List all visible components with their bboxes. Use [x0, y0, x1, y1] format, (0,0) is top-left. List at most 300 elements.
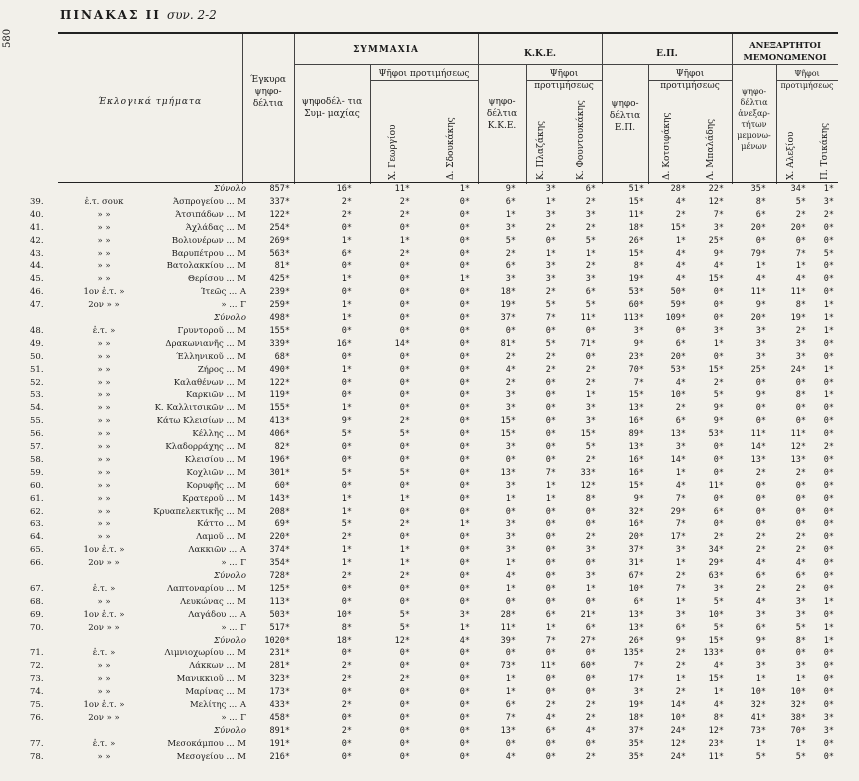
cell-value: 11* — [580, 313, 596, 323]
cell-value: 50* — [670, 287, 686, 298]
cell-value: 0* — [823, 751, 834, 762]
cell-value: 3* — [459, 609, 470, 620]
row-number: 39. — [30, 196, 44, 207]
row-number: 75. — [30, 700, 44, 710]
cell-value: 32* — [628, 506, 644, 517]
cell-value: 10* — [670, 712, 686, 723]
cell-value: 2* — [505, 377, 516, 388]
row-section-name: Άτσιπάδων ... Μ — [175, 209, 246, 220]
cell-value: 0* — [823, 648, 834, 659]
cell-value: 0* — [585, 558, 596, 569]
cell-value: 4* — [675, 261, 686, 272]
cell-value: 69* — [274, 519, 290, 530]
cell-value: 0* — [341, 751, 352, 762]
cell-value: 503* — [269, 609, 290, 620]
row-prefix: » » — [97, 416, 111, 427]
row-prefix: » » — [97, 429, 111, 440]
cell-value: 0* — [545, 687, 556, 698]
row-prefix: 2ον » » — [88, 712, 120, 723]
cell-value: 2* — [399, 196, 410, 207]
cell-value: 0* — [399, 287, 410, 298]
row-prefix: » » — [97, 454, 111, 465]
cell-value: 1* — [713, 338, 724, 349]
row-number: 64. — [30, 532, 44, 543]
cell-value: 29* — [670, 506, 686, 517]
cell-value: 20* — [628, 532, 644, 543]
cell-value: 1* — [399, 545, 410, 556]
cell-value: 2* — [585, 712, 596, 723]
cell-value: 196* — [269, 454, 290, 465]
table-row — [30, 532, 838, 543]
group-ep-ballots: ψηφο- δέλτια Ε.Π. — [609, 99, 641, 133]
cell-value: 0* — [399, 506, 410, 517]
cell-value: 1* — [675, 596, 686, 607]
cell-value: 2* — [675, 661, 686, 672]
row-section-name: Άσπρογείου ... Μ — [173, 196, 246, 207]
cell-value: 4* — [713, 700, 724, 710]
cell-value: 0* — [399, 454, 410, 465]
cell-value: 0* — [823, 454, 834, 465]
cell-value: 406* — [269, 429, 290, 440]
cell-value: 374* — [269, 545, 290, 556]
cell-value: 31* — [628, 558, 644, 569]
cell-value: 0* — [823, 351, 834, 362]
cell-value: 0* — [823, 429, 834, 440]
cell-value: 122* — [269, 377, 290, 388]
cell-value: 3* — [585, 545, 596, 556]
cell-value: 13* — [500, 467, 516, 478]
table-row — [30, 351, 838, 362]
cell-value: 0* — [795, 506, 806, 517]
cell-value: 1* — [755, 738, 766, 749]
cell-value: 21* — [580, 609, 596, 620]
cell-value: 0* — [459, 648, 470, 659]
row-section-name: Άχλάδας ... Μ — [185, 222, 246, 233]
cell-value: 7* — [675, 583, 686, 594]
cell-value: 458* — [269, 712, 290, 723]
cell-value: 0* — [823, 571, 834, 581]
cell-value: 3* — [545, 274, 556, 285]
cell-value: 0* — [545, 532, 556, 543]
cell-value: 0* — [755, 519, 766, 530]
cell-value: 425* — [269, 274, 290, 285]
cell-value: 0* — [545, 648, 556, 659]
cell-value: 5* — [585, 442, 596, 452]
group-kke-name: Κ.Κ.Ε. — [524, 49, 556, 59]
group-symmaxia-name: ΣΥΜΜΑΧΙΑ — [353, 45, 419, 55]
table-row — [30, 222, 838, 233]
cell-value: 3* — [585, 571, 596, 581]
cell-value: 4* — [795, 274, 806, 285]
cell-value: 0* — [755, 648, 766, 659]
table-row — [30, 700, 838, 710]
cell-value: 1* — [713, 687, 724, 698]
cell-value: 7* — [545, 313, 556, 323]
cell-value: 7* — [795, 248, 806, 259]
cell-value: 1* — [585, 248, 596, 259]
table-row — [30, 287, 838, 298]
cell-value: 3* — [505, 442, 516, 452]
cell-value: 0* — [823, 480, 834, 491]
cell-value: 3* — [505, 390, 516, 401]
cell-value: 2* — [585, 261, 596, 272]
cell-value: 0* — [459, 661, 470, 672]
cell-value: 0* — [585, 648, 596, 659]
cell-value: 3* — [795, 661, 806, 672]
cell-value: 0* — [795, 235, 806, 246]
cell-value: 2* — [795, 325, 806, 336]
cell-value: 3* — [505, 545, 516, 556]
row-number: 44. — [30, 261, 44, 272]
table-row — [30, 261, 838, 272]
cell-value: 1* — [823, 622, 834, 633]
cell-value: 5* — [585, 235, 596, 246]
cell-value: 0* — [675, 325, 686, 336]
cell-value: 35* — [750, 184, 766, 194]
cell-value: 0* — [399, 300, 410, 311]
cell-value: 18* — [628, 712, 644, 723]
table-row — [30, 687, 838, 698]
row-number: 52. — [30, 377, 44, 388]
cell-value: 1* — [823, 364, 834, 375]
cell-value: 4* — [675, 274, 686, 285]
cell-value: 1* — [823, 325, 834, 336]
cell-value: 0* — [399, 648, 410, 659]
row-section-name: Κοχλιῶν ... Μ — [186, 467, 246, 478]
row-section-name: Λιμνιοχωρίου ... Μ — [164, 648, 246, 659]
cell-value: 2* — [545, 287, 556, 298]
cell-value: 60* — [274, 480, 290, 491]
cell-value: 0* — [545, 403, 556, 414]
cell-value: 2* — [675, 403, 686, 414]
cell-value: 29* — [708, 558, 724, 569]
cell-value: 6* — [675, 622, 686, 633]
row-section-name: Βολιονέρων ... Μ — [171, 235, 246, 246]
table-row — [30, 738, 838, 749]
row-number: 69. — [30, 609, 44, 620]
cell-value: 7* — [633, 661, 644, 672]
table-title — [60, 8, 217, 22]
cell-value: 4* — [755, 596, 766, 607]
cell-value: 18* — [628, 222, 644, 233]
cell-value: 73* — [750, 725, 766, 736]
cell-value: 1* — [459, 184, 470, 194]
cell-value: 53* — [628, 287, 644, 298]
cell-value: 259* — [269, 300, 290, 311]
cell-value: 0* — [341, 442, 352, 452]
cell-value: 3* — [505, 532, 516, 543]
row-prefix: » » — [97, 261, 111, 272]
cell-value: 14* — [670, 454, 686, 465]
cell-value: 9* — [713, 416, 724, 427]
cell-value: 12* — [708, 196, 724, 207]
cell-value: 3* — [755, 661, 766, 672]
row-section-name: Σύνολο — [214, 725, 246, 736]
cell-value: 5* — [823, 248, 834, 259]
table-row — [30, 493, 838, 504]
cell-value: 10* — [790, 687, 806, 698]
cell-value: 155* — [269, 403, 290, 414]
cell-value: 15* — [708, 674, 724, 685]
cell-value: 0* — [585, 519, 596, 530]
cell-value: 0* — [341, 261, 352, 272]
cell-value: 269* — [269, 235, 290, 246]
cell-value: 3* — [585, 274, 596, 285]
cell-value: 3* — [795, 351, 806, 362]
cell-value: 11* — [628, 209, 644, 220]
cell-value: 1* — [459, 622, 470, 633]
cell-value: 3* — [675, 609, 686, 620]
table-row — [30, 454, 838, 465]
cell-value: 23* — [708, 738, 724, 749]
cell-value: 0* — [823, 519, 834, 530]
cell-value: 2* — [399, 519, 410, 530]
cell-value: 0* — [341, 351, 352, 362]
cell-value: 11* — [708, 480, 724, 491]
cell-value: 8* — [585, 493, 596, 504]
row-section-name: Λευκώνας ... Μ — [180, 596, 246, 607]
cell-value: 0* — [459, 738, 470, 749]
row-prefix: » » — [97, 674, 111, 685]
cell-value: 2* — [795, 583, 806, 594]
row-section-name: Σύνολο — [214, 571, 246, 581]
row-number: 77. — [30, 738, 44, 749]
table-title-main: ΠΙΝΑΚΑΣ ΙΙ — [60, 8, 161, 22]
cell-value: 5* — [545, 300, 556, 311]
cell-value: 7* — [633, 377, 644, 388]
cell-value: 0* — [823, 493, 834, 504]
cell-value: 2* — [505, 248, 516, 259]
cell-value: 1* — [545, 196, 556, 207]
cell-value: 0* — [823, 609, 834, 620]
cell-value: 5* — [795, 196, 806, 207]
row-prefix: » » — [97, 364, 111, 375]
cell-value: 3* — [545, 261, 556, 272]
cell-value: 2* — [675, 209, 686, 220]
cell-value: 0* — [755, 403, 766, 414]
cell-value: 71* — [580, 338, 596, 349]
cell-value: 0* — [459, 467, 470, 478]
cell-value: 5* — [341, 519, 352, 530]
cell-value: 68* — [274, 351, 290, 362]
cell-value: 0* — [459, 364, 470, 375]
row-number: 72. — [30, 661, 44, 672]
cell-value: 0* — [823, 738, 834, 749]
cell-value: 0* — [459, 493, 470, 504]
cell-value: 11* — [708, 751, 724, 762]
cell-value: 2* — [399, 571, 410, 581]
cell-value: 6* — [505, 196, 516, 207]
cell-value: 2* — [341, 674, 352, 685]
cell-value: 14* — [394, 338, 410, 349]
cell-value: 1* — [585, 390, 596, 401]
row-prefix: ἐ.τ. » — [92, 648, 116, 659]
table-header — [58, 32, 838, 184]
cell-value: 15* — [628, 390, 644, 401]
cell-value: 113* — [623, 313, 644, 323]
cell-value: 2* — [675, 571, 686, 581]
cell-value: 0* — [545, 429, 556, 440]
cell-value: 13* — [670, 429, 686, 440]
row-section-name: Σύνολο — [214, 313, 246, 323]
cell-value: 1* — [675, 235, 686, 246]
cell-value: 0* — [545, 416, 556, 427]
cell-value: 2* — [755, 545, 766, 556]
cell-value: 254* — [269, 222, 290, 233]
row-number: 61. — [30, 493, 44, 504]
table-row — [30, 622, 838, 633]
cell-value: 1* — [505, 493, 516, 504]
row-section-name: Έλληνικοῦ ... Μ — [176, 351, 246, 362]
cell-value: 15* — [580, 429, 596, 440]
cell-value: 1* — [675, 558, 686, 569]
row-section-name: Βαρυπέτρου ... Μ — [171, 248, 246, 259]
table-row — [30, 712, 838, 723]
cell-value: 1* — [399, 558, 410, 569]
cell-value: 15* — [708, 364, 724, 375]
cell-value: 28* — [500, 609, 516, 620]
page-number: 580 — [2, 28, 13, 48]
group-symmaxia-ballots: ψηφοδέλ- τια Συμ- μαχίας — [301, 97, 363, 119]
cell-value: 0* — [459, 506, 470, 517]
cell-value: 1* — [341, 313, 352, 323]
cell-value: 323* — [269, 674, 290, 685]
cell-value: 5* — [755, 751, 766, 762]
cell-value: 2* — [795, 209, 806, 220]
cell-value: 0* — [459, 300, 470, 311]
cell-value: 6* — [585, 184, 596, 194]
cell-value: 0* — [341, 454, 352, 465]
row-number: 41. — [30, 222, 44, 233]
cell-value: 2* — [713, 532, 724, 543]
cell-value: 35* — [628, 738, 644, 749]
col-valid: Έγκυρα ψηφο- δέλτια — [250, 75, 286, 109]
cell-value: 0* — [341, 377, 352, 388]
cell-value: 39* — [500, 635, 516, 646]
cell-value: 0* — [459, 377, 470, 388]
row-number: 73. — [30, 674, 44, 685]
cell-value: 0* — [399, 351, 410, 362]
cell-value: 19* — [790, 313, 806, 323]
cell-value: 26* — [628, 635, 644, 646]
cell-value: 301* — [269, 467, 290, 478]
cell-value: 1* — [823, 300, 834, 311]
cell-value: 0* — [459, 261, 470, 272]
table-row — [30, 338, 838, 349]
cell-value: 0* — [459, 313, 470, 323]
cell-value: 0* — [399, 364, 410, 375]
cell-value: 0* — [459, 583, 470, 594]
cell-value: 0* — [795, 403, 806, 414]
table-row — [30, 506, 838, 517]
cell-value: 0* — [585, 325, 596, 336]
row-number: 53. — [30, 390, 44, 401]
cell-value: 728* — [269, 571, 290, 581]
row-prefix: 2ον » » — [88, 558, 120, 569]
cell-value: 125* — [269, 583, 290, 594]
row-prefix: 1ον ἐ.τ. » — [83, 700, 125, 710]
cell-value: 208* — [269, 506, 290, 517]
cell-value: 63* — [708, 571, 724, 581]
cell-value: 2* — [341, 661, 352, 672]
cell-value: 11* — [394, 184, 410, 194]
cell-value: 0* — [823, 338, 834, 349]
cell-value: 2* — [399, 209, 410, 220]
cell-value: 1* — [675, 674, 686, 685]
cell-value: 337* — [269, 196, 290, 207]
cell-value: 5* — [399, 429, 410, 440]
row-section-name: Μεσοκάμπου ... Μ — [167, 738, 246, 749]
cell-value: 3* — [823, 712, 834, 723]
cell-value: 9* — [713, 248, 724, 259]
cell-value: 1* — [823, 184, 834, 194]
cell-value: 4* — [675, 248, 686, 259]
cell-value: 0* — [341, 738, 352, 749]
cell-value: 0* — [341, 480, 352, 491]
row-section-name: Λαπτοναρίου ... Μ — [166, 583, 246, 594]
cell-value: 11* — [540, 661, 556, 672]
cell-value: 3* — [713, 583, 724, 594]
cell-value: 173* — [269, 687, 290, 698]
cell-value: 70* — [628, 364, 644, 375]
cell-value: 0* — [399, 325, 410, 336]
cell-value: 0* — [505, 738, 516, 749]
cell-value: 5* — [713, 622, 724, 633]
cell-value: 16* — [628, 467, 644, 478]
group-independents-name: ΑΝΕΞΑΡΤΗΤΟΙ ΜΕΜΟΝΩΜΕΝΟΙ — [743, 41, 827, 63]
row-prefix: » » — [97, 403, 111, 414]
cell-value: 5* — [505, 235, 516, 246]
cand-plazakis: Κ. Πλαζάκης — [536, 120, 546, 180]
cell-value: 53* — [670, 364, 686, 375]
row-number: 65. — [30, 545, 44, 556]
cell-value: 20* — [790, 222, 806, 233]
cell-value: 0* — [399, 480, 410, 491]
table-title-sub: συν. 2-2 — [167, 8, 217, 22]
cell-value: 0* — [823, 674, 834, 685]
cell-value: 0* — [399, 712, 410, 723]
cell-value: 1* — [823, 596, 834, 607]
cell-value: 1* — [459, 519, 470, 530]
cell-value: 3* — [633, 687, 644, 698]
cell-value: 0* — [399, 274, 410, 285]
cell-value: 0* — [341, 287, 352, 298]
cell-value: 0* — [713, 300, 724, 311]
table-row — [30, 209, 838, 220]
cell-value: 0* — [505, 648, 516, 659]
table-row — [30, 674, 838, 685]
cell-value: 9* — [755, 390, 766, 401]
cell-value: 6* — [795, 571, 806, 581]
cell-value: 0* — [341, 583, 352, 594]
cell-value: 23* — [628, 351, 644, 362]
cell-value: 8* — [341, 622, 352, 633]
row-number: 74. — [30, 687, 44, 698]
cell-value: 4* — [755, 558, 766, 569]
cell-value: 0* — [713, 442, 724, 452]
cell-value: 0* — [713, 493, 724, 504]
cell-value: 2* — [675, 687, 686, 698]
row-section-name: Καλαθένων ... Μ — [173, 377, 246, 388]
cell-value: 0* — [545, 583, 556, 594]
cell-value: 0* — [585, 596, 596, 607]
table-row — [30, 235, 838, 246]
cell-value: 12* — [708, 725, 724, 736]
row-number: 62. — [30, 506, 44, 517]
cell-value: 1* — [505, 674, 516, 685]
cell-value: 4* — [795, 558, 806, 569]
cell-value: 1* — [341, 235, 352, 246]
